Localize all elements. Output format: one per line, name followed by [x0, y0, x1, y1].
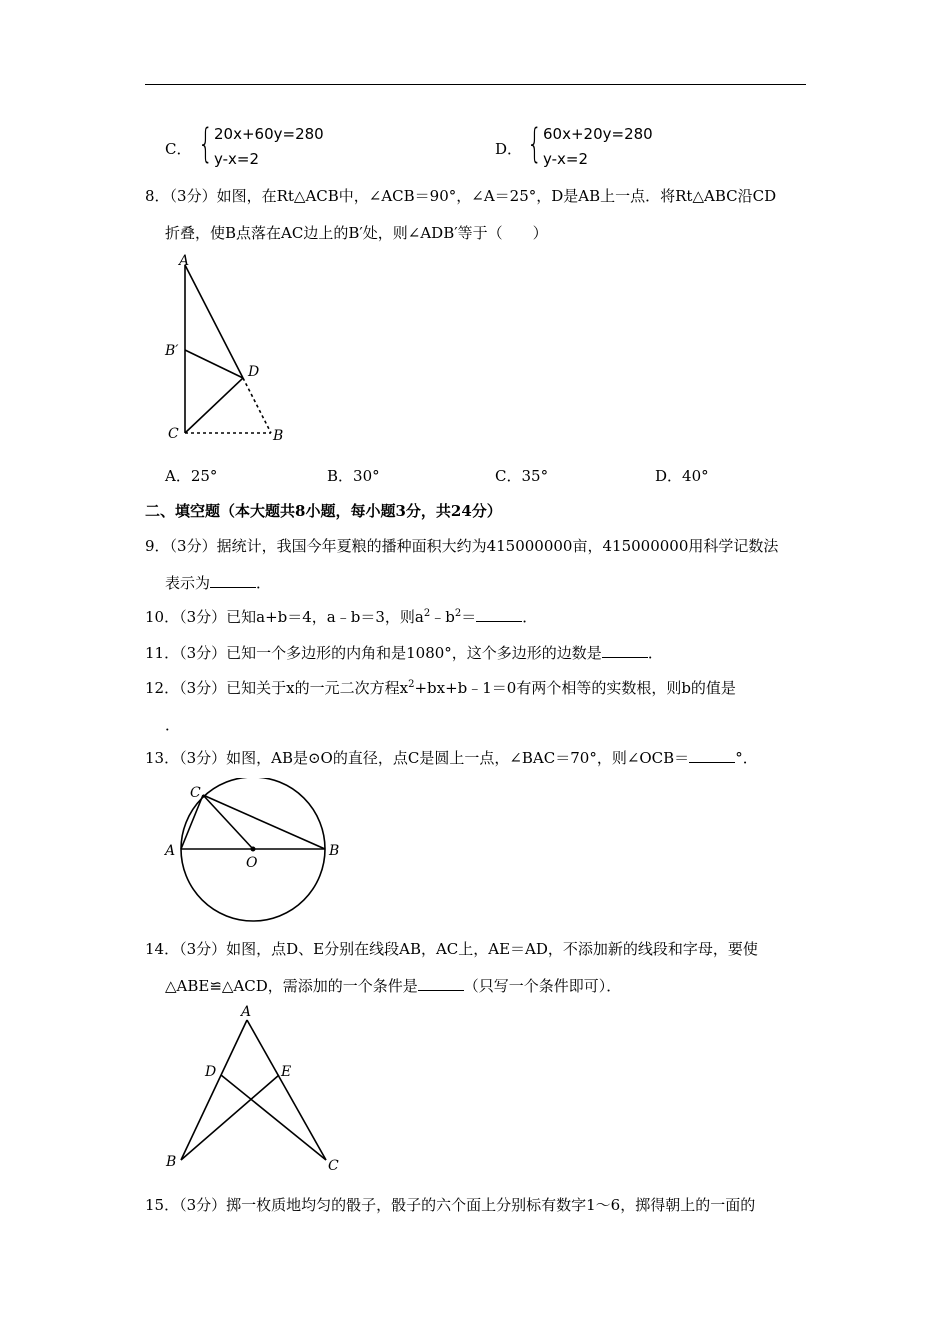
label-d: D [248, 364, 260, 380]
brace: { [198, 121, 214, 167]
answer-blank [689, 748, 735, 763]
q11-line [145, 643, 663, 663]
q8-figure [160, 250, 300, 450]
segment-b-prime-d [185, 350, 243, 378]
label-c: C [168, 426, 179, 442]
q13-line [145, 748, 758, 768]
q8-option-d: D．40° [655, 467, 709, 485]
brace: { [527, 121, 543, 167]
label-o: O [246, 855, 258, 871]
q8-option-c: C．35° [495, 467, 549, 485]
exponent: 2 [408, 679, 415, 690]
q15-line-1: 15．（3分）掷一枚质地均匀的骰子，骰子的六个面上分别标有数字1～6，掷得朝上的一面的 [145, 1196, 756, 1214]
q8-option-a: A．25° [165, 467, 218, 485]
segment-cb [203, 795, 325, 849]
label-e: E [281, 1064, 292, 1080]
q8-option-b: B．30° [327, 467, 380, 485]
q14-line-1: 14．（3分）如图，点D、E分别在线段AB，AC上，AE＝AD，不添加新的线段和字母，要使 [145, 940, 758, 958]
q10-text: ﹣b [430, 608, 455, 626]
q8-line-2: 折叠，使B点落在AC边上的B′处，则∠ADB′等于（ ） [165, 224, 548, 242]
exponent: 2 [423, 608, 431, 619]
q13-punct: °． [735, 749, 758, 767]
label-b: B [329, 843, 340, 859]
equation-1: 20x+60y=280 [214, 125, 324, 143]
label-a: A [165, 843, 176, 859]
q7-option-c-system [198, 121, 338, 175]
segment-co [203, 795, 253, 849]
label-b: B [273, 428, 284, 444]
header-rule [145, 84, 806, 85]
q14-line-2 [165, 976, 621, 996]
q11-text: 11．（3分）已知一个多边形的内角和是1080°，这个多边形的边数是 [145, 644, 602, 662]
equation-2: y-x=2 [214, 150, 260, 168]
q10-line [145, 607, 537, 627]
q12-line-1 [145, 678, 736, 698]
label-a: A [179, 253, 190, 269]
answer-blank [418, 976, 464, 991]
q14-text: △ABE≌△ACD，需添加的一个条件是 [165, 977, 418, 995]
section-2-heading: 二、填空题（本大题共8小题，每小题3分，共24分） [145, 502, 502, 520]
equation-1: 60x+20y=280 [543, 125, 653, 143]
segment-ac [181, 795, 203, 849]
segment-cd [185, 378, 243, 433]
q9-line-2 [165, 573, 271, 593]
q13-text: 13．（3分）如图，AB是⊙O的直径，点C是圆上一点，∠BAC＝70°，则∠OCB＝ [145, 749, 690, 767]
q14-figure [160, 1000, 360, 1180]
q7-option-d-system [527, 121, 667, 175]
q12-text: 12．（3分）已知关于x的一元二次方程x [145, 679, 409, 697]
q10-punct: ． [522, 608, 538, 626]
label-b: B [166, 1154, 177, 1170]
q8-line-1: 8．（3分）如图，在Rt△ACB中，∠ACB＝90°，∠A＝25°，D是AB上一点．将Rt△ABC沿CD [145, 187, 777, 205]
q9-line-1: 9．（3分）据统计，我国今年夏粮的播种面积大约为415000000亩，415000000用科学记数法 [145, 537, 779, 555]
q10-text: 10．（3分）已知a+b＝4，a﹣b＝3，则a [145, 608, 424, 626]
q7-option-c-label: C． [165, 140, 192, 158]
q12-line-2: ． [165, 716, 181, 734]
q12-text: +bx+b﹣1＝0有两个相等的实数根，则b的值是 [414, 679, 736, 697]
q10-text: ＝ [461, 608, 477, 626]
answer-blank [476, 607, 522, 622]
segment-ad [185, 265, 243, 378]
label-d: D [205, 1064, 217, 1080]
center-point [251, 847, 256, 852]
segment-dc [221, 1075, 326, 1160]
answer-blank [210, 573, 256, 588]
answer-blank [602, 643, 648, 658]
label-a: A [241, 1004, 252, 1020]
q14-text: （只写一个条件即可）． [463, 977, 622, 995]
label-c: C [328, 1158, 339, 1174]
q11-punct: ． [647, 644, 663, 662]
segment-db-dashed [243, 378, 271, 433]
exponent: 2 [454, 608, 462, 619]
q13-figure [160, 778, 360, 928]
label-b-prime: B′ [165, 343, 179, 359]
label-c: C [190, 785, 201, 801]
segment-ab [181, 1020, 247, 1160]
segment-eb [181, 1075, 279, 1160]
q7-option-d-label: D． [495, 140, 523, 158]
segment-ac [247, 1020, 326, 1160]
q9-text: 表示为 [165, 574, 211, 592]
q9-punct: ． [256, 574, 272, 592]
equation-2: y-x=2 [543, 150, 589, 168]
